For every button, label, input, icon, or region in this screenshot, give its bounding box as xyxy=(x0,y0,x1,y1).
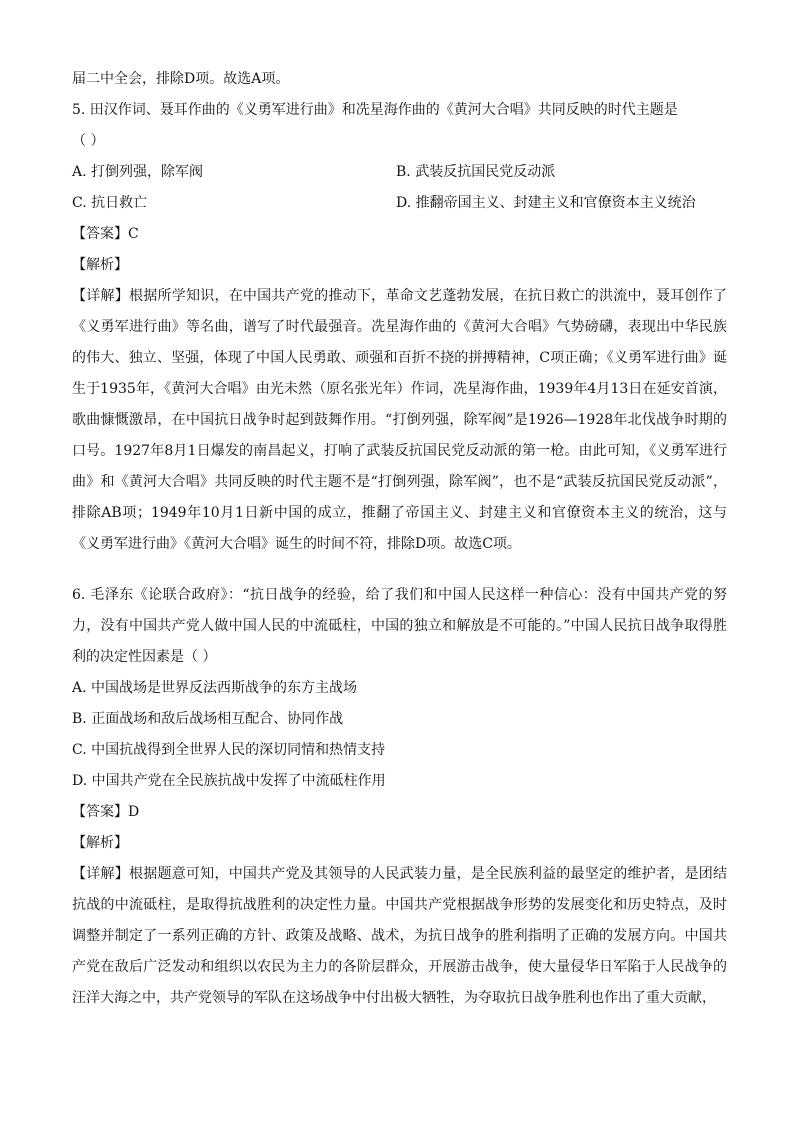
q5-option-a: A. 打倒列强，除军阀 xyxy=(72,164,204,180)
q6-option-c: C. 中国抗战得到全世界人民的深切同情和热情支持 xyxy=(72,742,386,758)
q5-stem: 5. 田汉作词、聂耳作曲的《义勇军进行曲》和冼星海作曲的《黄河大合唱》共同反映的时代主题是 xyxy=(72,102,678,118)
q6-option-d: D. 中国共产党在全民族抗战中发挥了中流砥柱作用 xyxy=(72,773,386,789)
q6-stem: 6. 毛泽东《论联合政府》：“抗日战争的经验，给了我们和中国人民这样一种信心：没有中国共产党的努力，没有中国共产党人做中国人民的中流砥柱，中国的独立和解放是不可能的。”中国人民抗日战争取得胜利的决定性因素是（ ） xyxy=(72,587,727,665)
q6-answer: 【答案】D xyxy=(72,804,140,820)
q6-explanation: 【详解】根据题意可知，中国共产党及其领导的人民武装力量，是全民族利益的最坚定的维护者，是团结抗战的中流砥柱，是取得抗战胜利的决定性力量。中国共产党根据战争形势的发展变化和历史特点，及时调整并制定了一系列正确的方针、政策及战略、战术，为抗日战争的胜利指明了正确的发展方向。中国共产党在敌后广泛发动和组织以农民为主力的各阶层群众，开展游击战争，使大量侵华日军陷于人民战争的汪洋大海之中，共产党领导的军队在这场战争中付出极大牺牲，为夺取抗日战争胜利也作出了重大贡献， xyxy=(72,866,727,1006)
q5-explanation: 【详解】根据所学知识，在中国共产党的推动下，革命文艺蓬勃发展，在抗日救亡的洪流中，聂耳创作了《义勇军进行曲》等名曲，谱写了时代最强音。冼星海作曲的《黄河大合唱》气势磅礴，表现出中华民族的伟大、独立、坚强，体现了中国人民勇敢、顽强和百折不挠的拼搏精神，C项正确；《义勇军进行曲》诞生于1935年，《黄河大合唱》由光未然（原名张光年）作词，冼星海作曲，1939年4月13日在延安首演，歌曲慷慨激昂，在中国抗日战争时起到鼓舞作用。“打倒列强，除军阀”是1926—1928年北伐战争时期的口号。1927年8月1日爆发的南昌起义，打响了武装反抗国民党反动派的第一枪。由此可知，《义勇军进行曲》和《黄河大合唱》共同反映的时代主题不是“打倒列强，除军阀”，也不是“武装反抗国民党反动派”，排除AB项；1949年10月1日新中国的成立，推翻了帝国主义、封建主义和官僚资本主义的统治，这与《义勇军进行曲》《黄河大合唱》诞生的时间不符，排除D项。故选C项。 xyxy=(72,288,727,552)
q5-stem-blank: （ ） xyxy=(72,133,105,149)
previous-question-tail: 届二中全会，排除D项。故选A项。 xyxy=(72,71,290,87)
q5-option-b: B. 武装反抗国民党反动派 xyxy=(396,164,556,180)
q5-answer: 【答案】C xyxy=(72,226,139,242)
question-spacer xyxy=(72,560,727,580)
q5-analysis-label: 【解析】 xyxy=(72,257,128,273)
question-6 xyxy=(72,580,727,1014)
q5-options-row-1 xyxy=(72,157,727,188)
q6-analysis-label: 【解析】 xyxy=(72,835,128,851)
question-5 xyxy=(72,95,727,560)
document-page xyxy=(72,64,727,1014)
q5-option-d: D. 推翻帝国主义、封建主义和官僚资本主义统治 xyxy=(396,195,696,211)
q6-option-a: A. 中国战场是世界反法西斯战争的东方主战场 xyxy=(72,680,358,696)
q5-options-row-2 xyxy=(72,188,727,219)
q5-option-c: C. 抗日救亡 xyxy=(72,195,148,211)
q6-option-b: B. 正面战场和敌后战场相互配合、协同作战 xyxy=(72,711,344,727)
